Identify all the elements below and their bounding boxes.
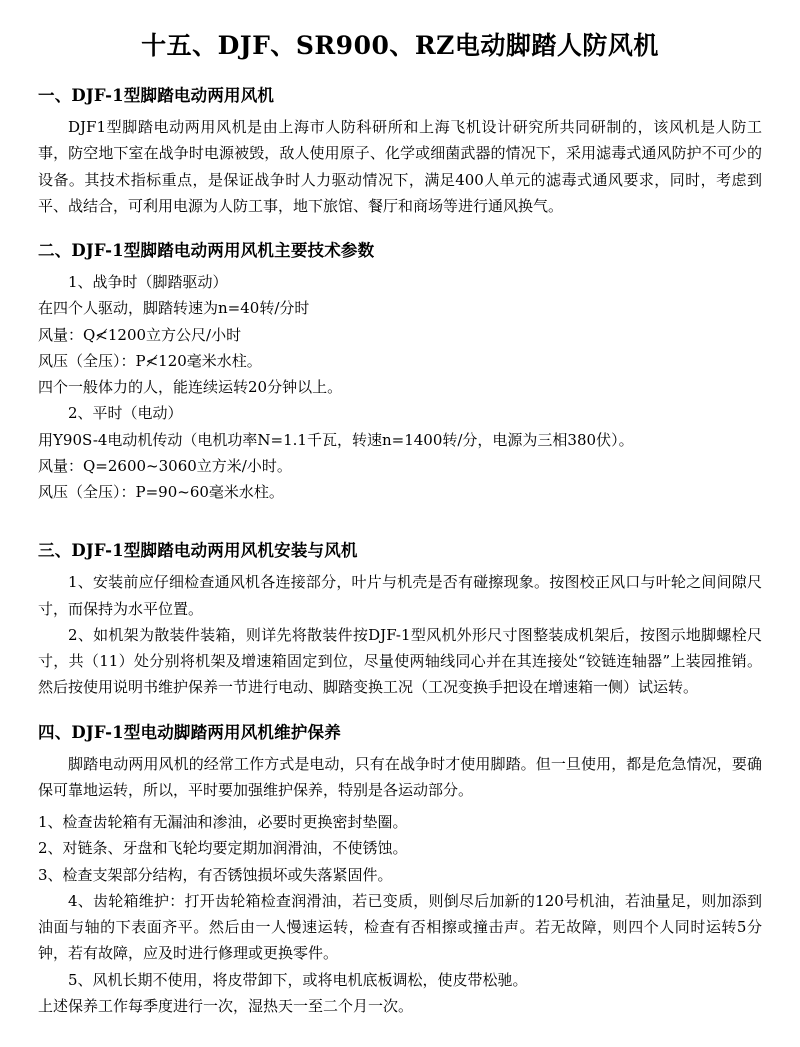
section-heading-4: 四、DJF-1型电动脚踏两用风机维护保养: [38, 722, 341, 742]
paragraph: 2、如机架为散装件装箱，则详先将散装件按DJF-1型风机外形尺寸图整装成机架后，按图示地脚螺栓尺寸，共（11）处分别将机架及增速箱固定到位，尽量使两轴线同心并在其连接处“铰链连轴器”上装园推销。然后按使用说明书维护保养一节进行电动、脚踏变换工况（工况变换手把设在增速箱一侧）试运转。: [38, 625, 762, 697]
paragraph: 1、检查齿轮箱有无漏油和渗油，必要时更换密封垫圈。: [38, 813, 408, 831]
document-section-4: [38, 719, 762, 1020]
section-heading-3: 三、DJF-1型脚踏电动两用风机安装与风机: [38, 541, 358, 561]
section-heading-1: 一、DJF-1型脚踏电动两用风机: [38, 86, 275, 105]
paragraph: 3、检查支架部分结构，有否锈蚀损坏或失落紧固件。: [38, 865, 393, 884]
section-heading-2: 二、DJF-1型脚踏电动两用风机主要技术参数: [38, 241, 375, 260]
paragraph: 在四个人驱动，脚踏转速为n=40转/分时: [38, 299, 310, 318]
paragraph: 用Y90S-4电动机传动（电机功率N=1.1千瓦，转速n=1400转/分，电源为三相380伏）。: [38, 430, 634, 449]
paragraph: 风压（全压）：P=90~60毫米水柱。: [38, 483, 284, 501]
paragraph: 1、战争时（脚踏驱动）: [68, 273, 228, 291]
paragraph: 1、安装前应仔细检查通风机各连接部分，叶片与机壳是否有碰擦现象。按图校正风口与叶轮之间间隙尺寸，而保持为水平位置。: [38, 573, 762, 618]
paragraph: 风压（全压）：P≮120毫米水柱。: [38, 351, 262, 370]
paragraph: 5、风机长期不使用，将皮带卸下，或将电机底板调松，使皮带松驰。: [68, 970, 528, 989]
document-section-1: [38, 82, 762, 219]
paragraph: 2、平时（电动）: [68, 404, 183, 423]
paragraph: 上述保养工作每季度进行一次，湿热天一至二个月一次。: [38, 996, 414, 1015]
paragraph: 2、对链条、牙盘和飞轮均要定期加润滑油，不使锈蚀。: [38, 839, 408, 858]
paragraph: 4、齿轮箱维护：打开齿轮箱检查润滑油，若已变质，则倒尽后加新的120号机油，若油量足，则加添到油面与轴的下表面齐平。然后由一人慢速运转，检查有否相擦或撞击声。若无故障，则四个人同时运转5分钟，若有故障，应及时进行修理或更换零件。: [38, 891, 762, 963]
paragraph: DJF1型脚踏电动两用风机是由上海市人防科研所和上海飞机设计研究所共同研制的，该风机是人防工事，防空地下室在战争时电源被毁，敌人使用原子、化学或细菌武器的情况下，采用滤毒式通风防护不可少的设备。其技术指标重点，是保证战争时人力驱动情况下，满足400人单元的滤毒式通风要求，同时，考虑到平、战结合，可利用电源为人防工事，地下旅馆、餐厅和商场等进行通风换气。: [38, 118, 762, 215]
paragraph: 风量：Q=2600~3060立方米/小时。: [38, 456, 292, 475]
document-section-3: [38, 537, 762, 700]
document-section-2: [38, 237, 762, 505]
paragraph: 风量：Q≮1200立方公尺/小时: [38, 325, 242, 344]
paragraph: 四个一般体力的人，能连续运转20分钟以上。: [38, 378, 343, 396]
page-title: 十五、DJF、SR900、RZ电动脚踏人防风机: [141, 31, 659, 60]
paragraph: 脚踏电动两用风机的经常工作方式是电动，只有在战争时才使用脚踏。但一旦使用，都是危急情况，要确保可靠地运转，所以，平时要加强维护保养，特别是各运动部分。: [38, 754, 762, 799]
